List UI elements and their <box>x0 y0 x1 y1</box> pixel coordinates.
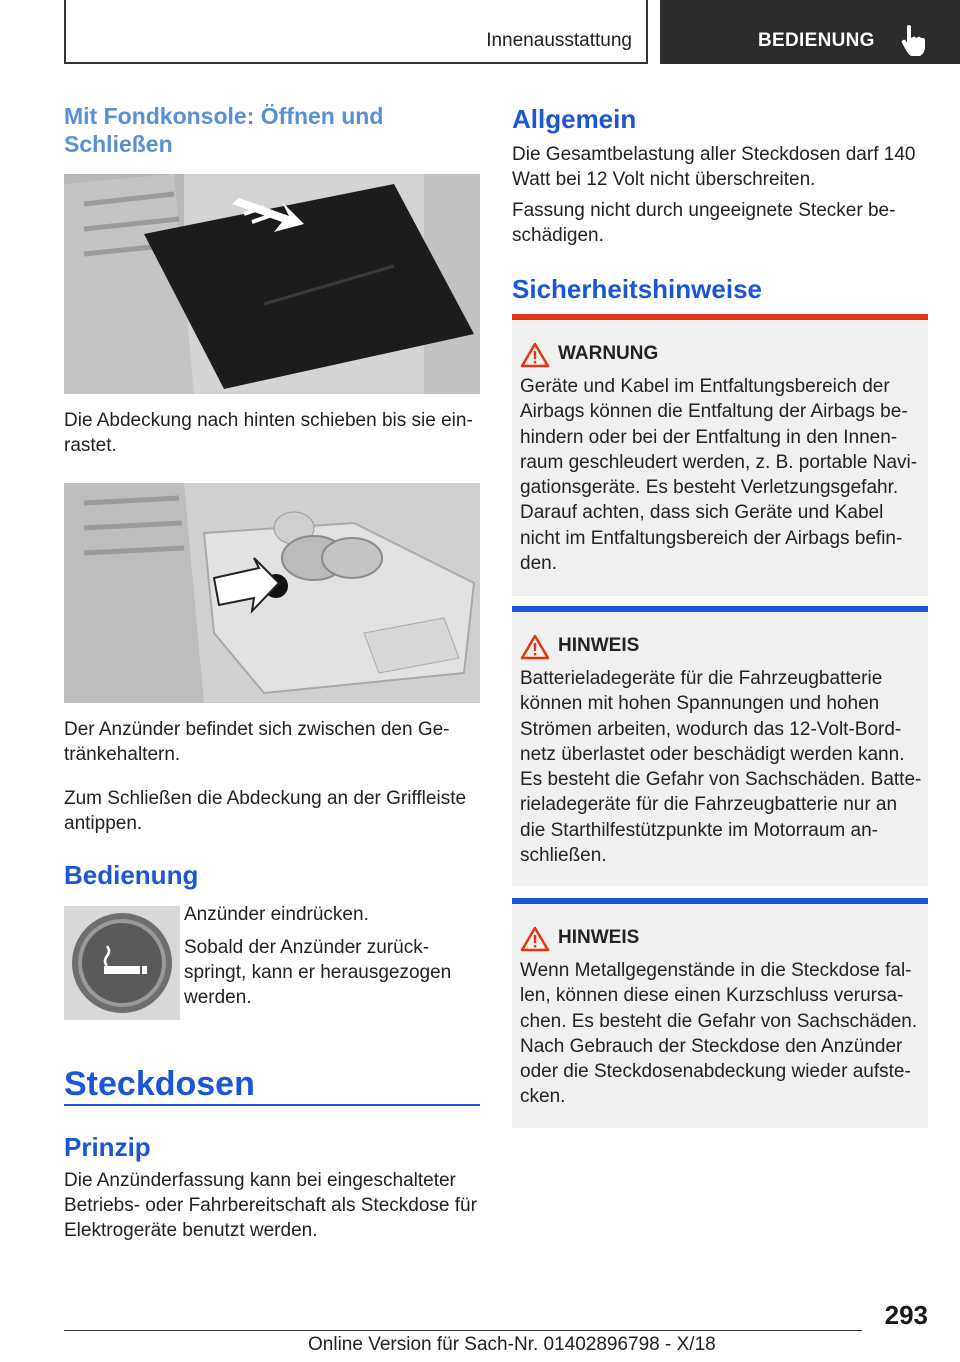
warning-triangle-icon <box>520 634 550 665</box>
footer-online-version: Online Version für Sach-Nr. 01402896798 - X/18 <box>308 1334 716 1355</box>
notice-title: HINWEIS <box>558 635 640 656</box>
warning-triangle-icon <box>520 926 550 957</box>
warning-title: WARNUNG <box>558 343 659 364</box>
warning-box <box>512 314 928 596</box>
heading-underline <box>64 1104 480 1106</box>
para-lighter-springs: Sobald der Anzünder zurück-springt, kann er herausgezogen werden. <box>184 937 452 1008</box>
para-lighter-location: Der Anzünder befindet sich zwischen den Ge-tränkehaltern. <box>64 719 450 765</box>
header-chapter-tab <box>660 0 960 64</box>
warning-bar <box>512 314 928 320</box>
notice-box-charger <box>512 606 928 886</box>
photo-lighter-location <box>64 483 480 703</box>
para-total-load: Die Gesamtbelastung aller Steckdosen darf 140 Watt bei 12 Volt nicht überschreiten. <box>512 144 916 190</box>
notice-box-metal <box>512 898 928 1128</box>
pointing-hand-icon <box>898 24 928 61</box>
heading-fond-console: Mit Fondkonsole: Öffnen und Schließen <box>64 103 384 157</box>
para-press-lighter: Anzünder eindrücken. <box>184 904 369 925</box>
photo-console-cover <box>64 174 480 394</box>
header-section-tab <box>64 0 648 64</box>
heading-safety-notes: Sicherheitshinweise <box>512 274 762 304</box>
warning-text: Geräte und Kabel im Entfaltungsbereich der Airbags können die Entfaltung der Airbags be-hindern oder bei der Entfaltung in den Innen-raum geschleudert werden, z. B. portable Navi-gationsgeräte. Es besteht Verletzungsgefahr. Darauf achten, dass sich Geräte und Kabel nicht im Entfaltungsbereich der Airbags befin-den. <box>520 376 918 575</box>
cigarette-lighter-icon <box>64 906 180 1020</box>
para-prinzip: Die Anzünderfassung kann bei eingeschalteter Betriebs- oder Fahrbereitschaft als Steckdose für Elektrogeräte benutzt werden. <box>64 1170 477 1241</box>
notice-text: Wenn Metallgegenstände in die Steckdose fal-len, können diese einen Kurzschluss verursa-chen. Es besteht die Gefahr von Sachschäden. Nach Gebrauch der Steckdose den Anzünder oder die Steckdosenabdeckung wieder aufste-cken. <box>520 960 918 1108</box>
footer-rule <box>64 1330 862 1331</box>
heading-allgemein: Allgemein <box>512 104 637 134</box>
notice-title: HINWEIS <box>558 927 640 948</box>
para-slide-cover: Die Abdeckung nach hinten schieben bis sie ein-rastet. <box>64 410 473 456</box>
heading-steckdosen: Steckdosen <box>64 1065 255 1103</box>
warning-triangle-icon <box>520 342 550 373</box>
heading-prinzip: Prinzip <box>64 1132 151 1162</box>
page-number: 293 <box>884 1300 928 1330</box>
header-chapter-title: BEDIENUNG <box>758 30 875 51</box>
notice-bar <box>512 606 928 612</box>
notice-text: Batterieladegeräte für die Fahrzeugbatterie können mit hohen Spannungen und hohen Strömen arbeiten, wodurch das 12-Volt-Bord-netz überlastet oder beschädigt werden kann. Es besteht die Gefahr von Sachschäden. Batte-rieladegeräte für die Fahrzeugbatterie nur an die Starthilfestützpunkte im Motorraum an-schließen. <box>520 668 922 867</box>
para-unsuitable-plug: Fassung nicht durch ungeeignete Stecker be-schädigen. <box>512 200 896 246</box>
notice-bar <box>512 898 928 904</box>
heading-bedienung: Bedienung <box>64 860 199 890</box>
header-section-title: Innenausstattung <box>486 30 632 51</box>
para-close-cover: Zum Schließen die Abdeckung an der Griffleiste antippen. <box>64 788 467 834</box>
